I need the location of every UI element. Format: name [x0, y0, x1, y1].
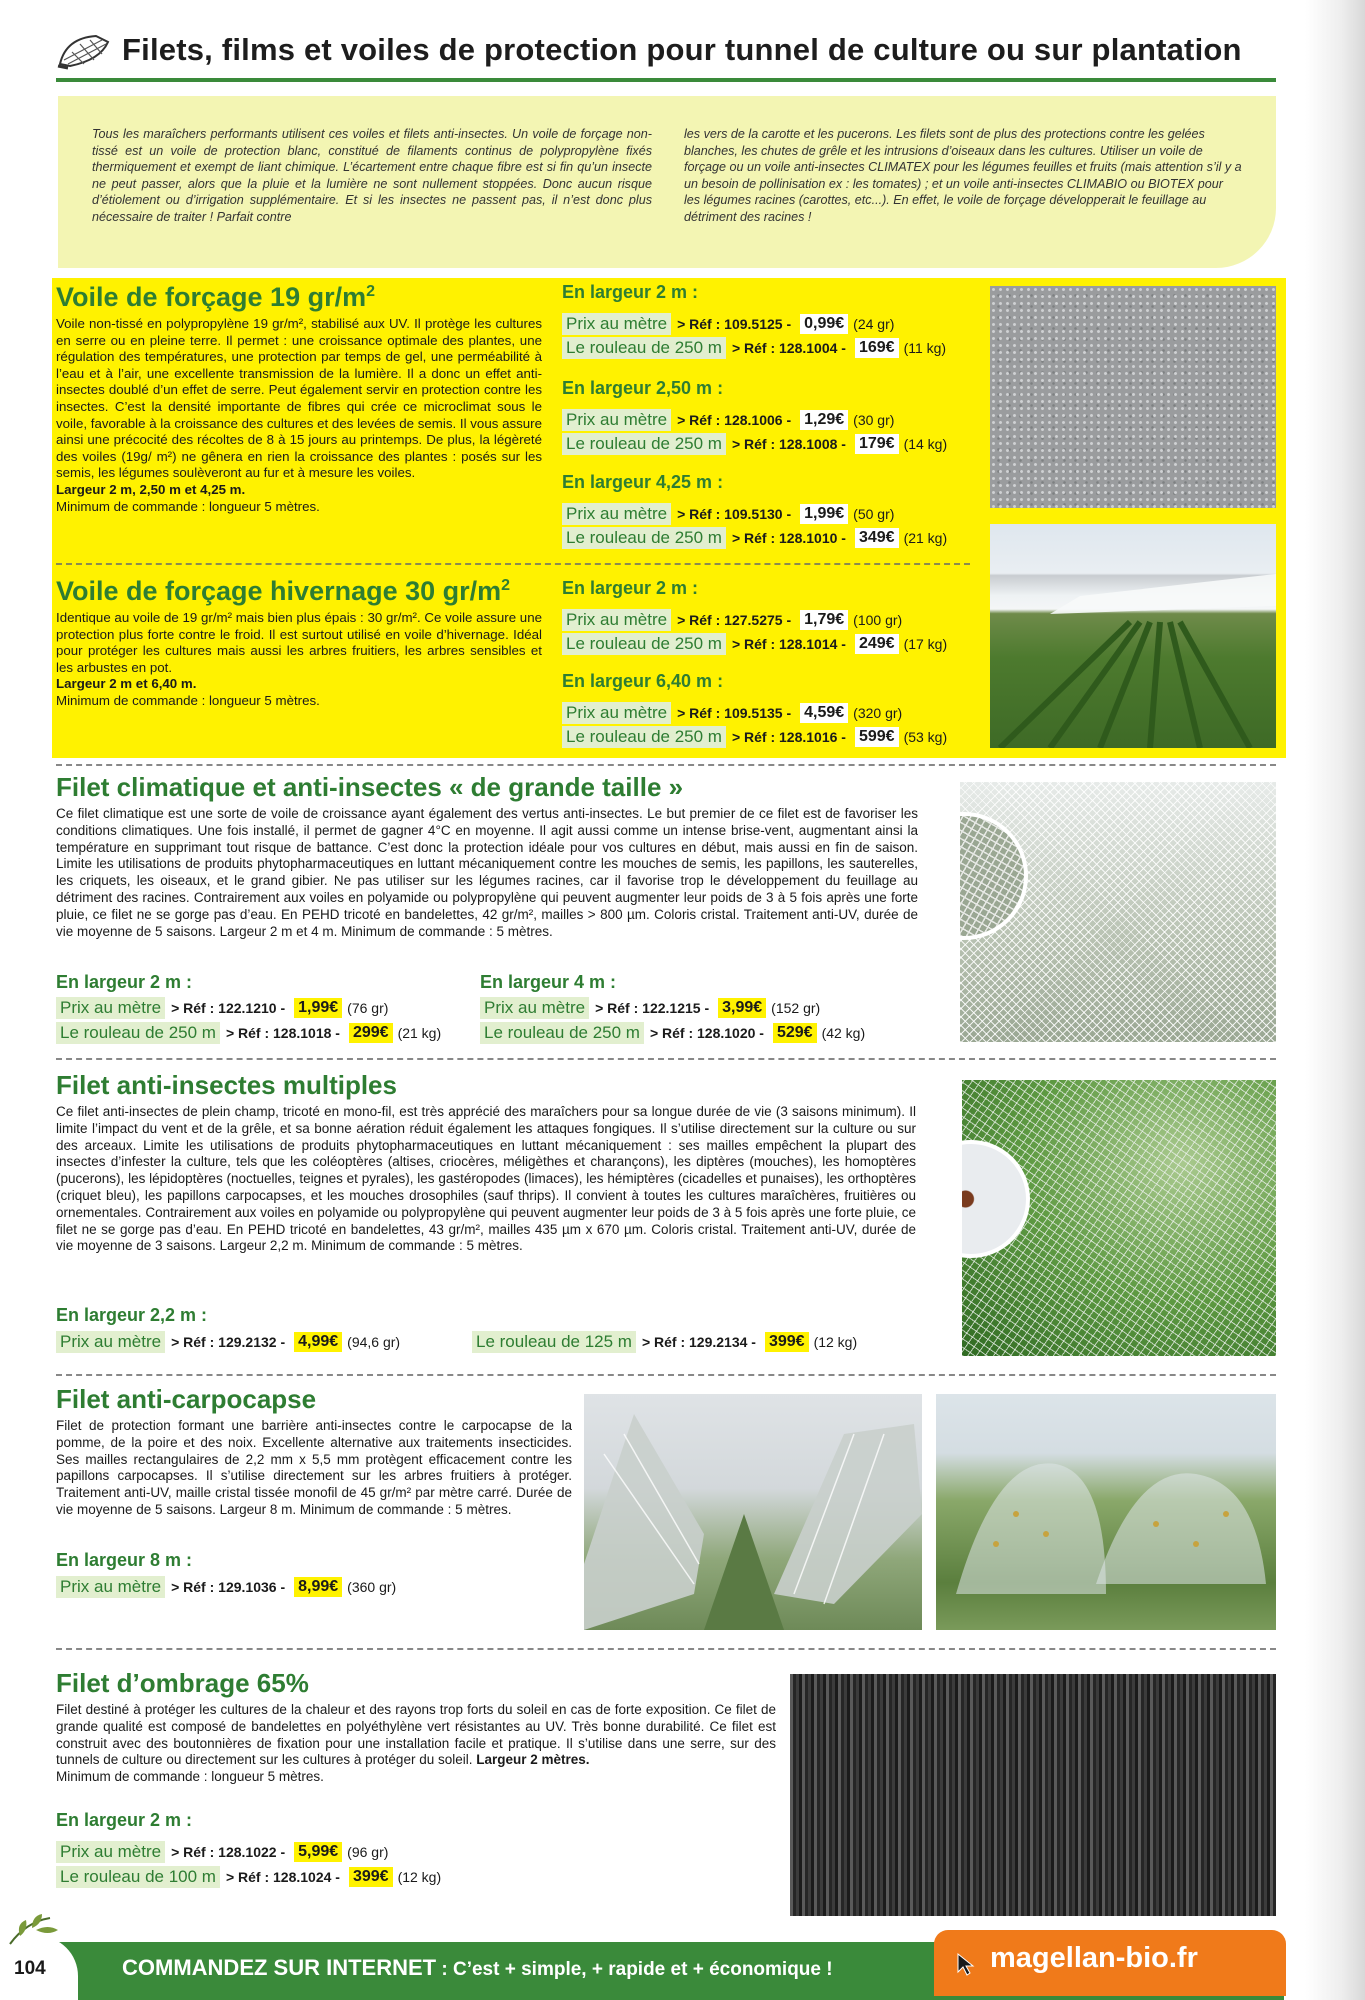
ref: > Réf : 128.1004 - — [731, 340, 846, 356]
price: 399€ — [349, 1867, 393, 1887]
divider — [56, 1648, 1276, 1650]
ref: > Réf : 128.1010 - — [731, 530, 846, 546]
climatique-description: Ce filet climatique est une sorte de voile de croissance ayant également des vertus anti-insectes. Le but premier de ce filet est de favoriser les conditions climatiques. Une fois installé, il permet de gagner 4°C en moyenne. Il agit aussi comme un intense brise-vent, augmentant ainsi la température en supprimant tout risque de battance. C’est donc la protection idéale pour vos cultures en début, mais aussi en fin de saison. Limite les utilisations de produits phytopharmaceutiques en luttant mécaniquement contre les mouches de semis, les papillons, les sauterelles, les criquets, les oiseaux, et le grand gibier. Ne pas utiliser sur les légumes racines, car il favorise trop le développement du feuillage au détriment des racines. Contrairement aux voiles en polyamide ou polypropylène qui peuvent augmenter leur poids de 3 à 5 fois après une forte pluie, ce filet ne se gorge pas d’eau. En PEHD tricoté en bandelettes, 42 gr/m², mailles > 800 µm. Coloris cristal. Traitement anti-UV, durée de vie moyenne de 5 saisons. Largeur 2 m et 4 m. Minimum de commande : 5 mètres. — [56, 806, 918, 939]
multiples-title: Filet anti-insectes multiples — [56, 1070, 397, 1100]
multiples-roll-row — [472, 1331, 857, 1353]
price-tag: Le rouleau de 250 m — [562, 633, 726, 655]
weight: (12 kg) — [813, 1334, 858, 1350]
voile19-title: Voile de forçage 19 $gr/m^2$ — [56, 282, 376, 312]
weight: (21 kg) — [397, 1025, 442, 1041]
price: 599€ — [855, 727, 899, 747]
ref: > Réf : 128.1018 - — [225, 1025, 340, 1041]
carpocapse-description: Filet de protection formant une barrière anti-insectes contre le carpocapse de la pomme, de la poire et des noix. Excellente alternative aux traitements insecticides. Ses mailles rectangulaires de 2,2 mm x 5,5 mm protègent efficacement contre les papillons carpocapses. Il s’utilise directement sur les arbres fruitiers à protéger. Traitement anti-UV, maille cristal tissée monofil de 45 gr/m² par mètre carré. Durée de vie moyenne de 5 saisons. Largeur 8 m. Minimum de commande : 5 mètres. — [56, 1418, 572, 1517]
ref: > Réf : 129.1036 - — [171, 1579, 286, 1595]
voile19-425-meter-row — [562, 503, 894, 525]
ref: > Réf : 127.5275 - — [677, 612, 792, 628]
divider — [56, 563, 970, 565]
price-tag: Le rouleau de 250 m — [480, 1022, 644, 1044]
price-tag: Prix au mètre — [562, 409, 671, 431]
divider — [56, 1374, 1276, 1376]
net-zoom-circle — [960, 812, 1028, 940]
ref: > Réf : 129.2132 - — [171, 1334, 286, 1350]
voile30-width-2m: En largeur 2 m : — [562, 578, 699, 598]
voile19-2m-roll-row — [562, 337, 946, 359]
voile19-2m-meter-row — [562, 313, 894, 335]
price: 399€ — [765, 1332, 809, 1352]
weight: (94,6 gr) — [347, 1334, 401, 1350]
insect-zoom-circle — [962, 1140, 1030, 1258]
voile19-425-roll-row — [562, 527, 947, 549]
voile30-width-640: En largeur 6,40 m : — [562, 671, 724, 691]
weight: (17 kg) — [903, 636, 948, 652]
weight: (24 gr) — [853, 316, 895, 332]
footer-slogan: COMMANDEZ SUR INTERNET : C’est + simple, + rapide et + économique ! — [122, 1955, 833, 1980]
weight: (96 gr) — [347, 1844, 389, 1860]
price-tag: Prix au mètre — [56, 1576, 165, 1598]
cursor-arrow-icon — [956, 1952, 978, 1976]
weight: (152 gr) — [771, 1000, 821, 1016]
voile19-width-425: En largeur 4,25 m : — [562, 472, 724, 492]
climatique-2m-meter-row — [56, 997, 388, 1019]
website-link[interactable]: magellan-bio.fr — [990, 1942, 1198, 1974]
price-tag: Prix au mètre — [562, 702, 671, 724]
intro-left-text: Tous les maraîchers performants utilisent ces voiles et filets anti-insectes. Un voile de forçage non-tissé est un voile de protection blanc, constitué de filaments continus de polypropylène fixés thermiquement et exempt de liant chimique. L’écartement entre chaque fibre est si fin qu’un insecte ne peut passer, alors que la pluie et la lumière ne sont nullement stoppées. Donc aucun risque d’étiolement ou d’irrigation supplémentaire. Et si les insectes ne passent pas, il n’est donc plus nécessaire de traiter ! Parfait contre — [92, 127, 652, 224]
voile30-640-meter-row — [562, 702, 902, 724]
divider — [56, 1058, 1276, 1060]
ombrage-title: Filet d’ombrage 65% — [56, 1668, 309, 1698]
ref: > Réf : 129.2134 - — [641, 1334, 756, 1350]
voile19-width-250: En largeur 2,50 m : — [562, 378, 724, 398]
ref: > Réf : 128.1024 - — [225, 1869, 340, 1885]
ref: > Réf : 128.1022 - — [171, 1844, 286, 1860]
weight: (12 kg) — [397, 1869, 442, 1885]
ombrage-width-2m: En largeur 2 m : — [56, 1810, 193, 1830]
price: 249€ — [855, 634, 899, 654]
weight: (50 gr) — [853, 506, 895, 522]
price: 349€ — [855, 528, 899, 548]
carpocapse-rows-photo — [584, 1394, 922, 1630]
voile30-description: Identique au voile de 19 gr/m² mais bien plus épais : 30 gr/m². Ce voile assure une protection plus forte contre le froid. Il est surtout utilisé en voile d’hivernage. Idéal pour protéger les cultures mais aussi les arbres fruitiers, les arbres sensibles et les arbustes en pot. Largeur 2 m et 6,40 m. Minimum de commande : longueur 5 mètres. — [56, 610, 542, 708]
ref: > Réf : 109.5135 - — [677, 705, 792, 721]
ref: > Réf : 128.1014 - — [731, 636, 846, 652]
voile30-2m-meter-row — [562, 609, 902, 631]
page-title: Filets, films et voiles de protection pour tunnel de culture ou sur plantation — [122, 32, 1242, 67]
price-tag: Prix au mètre — [562, 609, 671, 631]
voile30-640-roll-row — [562, 726, 947, 748]
climatique-title: Filet climatique et anti-insectes « de grande taille » — [56, 772, 684, 802]
net-icon — [56, 30, 112, 70]
weight: (14 kg) — [903, 436, 948, 452]
climatique-net-photo — [960, 782, 1276, 1042]
ref: > Réf : 128.1016 - — [731, 729, 846, 745]
price-tag: Prix au mètre — [562, 503, 671, 525]
carpocapse-meter-row — [56, 1576, 396, 1598]
voile19-250-meter-row — [562, 409, 894, 431]
weight: (100 gr) — [853, 612, 903, 628]
divider — [56, 764, 1276, 766]
price-tag: Prix au mètre — [56, 997, 165, 1019]
climatique-4m-roll-row — [480, 1022, 865, 1044]
carpocapse-orchard-photo — [936, 1394, 1276, 1630]
carpocapse-title: Filet anti-carpocapse — [56, 1384, 317, 1414]
voile30-title: Voile de forçage hivernage 30 $gr/m^2$ — [56, 576, 511, 606]
carpocapse-width-8m: En largeur 8 m : — [56, 1550, 193, 1570]
weight: (53 kg) — [903, 729, 948, 745]
field-photo — [990, 524, 1276, 748]
price: 5,99€ — [294, 1842, 342, 1862]
price-tag: Le rouleau de 125 m — [472, 1331, 636, 1353]
price-tag: Le rouleau de 250 m — [562, 726, 726, 748]
price: 4,99€ — [294, 1332, 342, 1352]
price: 0,99€ — [800, 314, 848, 334]
price-tag: Le rouleau de 100 m — [56, 1866, 220, 1888]
page-number: 104 — [14, 1958, 46, 1979]
price-tag: Prix au mètre — [56, 1331, 165, 1353]
ref: > Réf : 122.1210 - — [171, 1000, 286, 1016]
voile19-width-2m: En largeur 2 m : — [562, 282, 699, 302]
price: 1,79€ — [800, 610, 848, 630]
price: 4,59€ — [800, 703, 848, 723]
price: 1,99€ — [800, 504, 848, 524]
ref: > Réf : 128.1008 - — [731, 436, 846, 452]
voile19-250-roll-row — [562, 433, 947, 455]
ref: > Réf : 122.1215 - — [595, 1000, 710, 1016]
ref: > Réf : 128.1020 - — [649, 1025, 764, 1041]
ref: > Réf : 109.5125 - — [677, 316, 792, 332]
weight: (320 gr) — [853, 705, 903, 721]
weight: (360 gr) — [347, 1579, 397, 1595]
ref: > Réf : 109.5130 - — [677, 506, 792, 522]
climatique-4m-meter-row — [480, 997, 820, 1019]
climatique-2m-roll-row — [56, 1022, 441, 1044]
price-tag: Prix au mètre — [56, 1841, 165, 1863]
price: 3,99€ — [718, 998, 766, 1018]
price-tag: Prix au mètre — [480, 997, 589, 1019]
multiples-meter-row — [56, 1331, 400, 1353]
climatique-width-2m: En largeur 2 m : — [56, 972, 193, 992]
multiples-width-22: En largeur 2,2 m : — [56, 1305, 208, 1325]
price-tag: Le rouleau de 250 m — [56, 1022, 220, 1044]
weight: (76 gr) — [347, 1000, 389, 1016]
price: 169€ — [855, 338, 899, 358]
ref: > Réf : 128.1006 - — [677, 412, 792, 428]
header-divider — [56, 78, 1276, 82]
ombrage-net-photo — [790, 1674, 1276, 1916]
voile30-2m-roll-row — [562, 633, 947, 655]
price-tag: Le rouleau de 250 m — [562, 527, 726, 549]
price: 179€ — [855, 434, 899, 454]
price: 1,99€ — [294, 998, 342, 1018]
multiples-description: Ce filet anti-insectes de plein champ, tricoté en mono-fil, est très apprécié des maraîchers pour sa longue durée de vie (3 saisons minimum). Il limite l’impact du vent et de la grêle, et sa bonne aération réduit également les attaques fongiques. Il s’utilise directement sur la culture ou sur des arceaux. Limite les utilisations de produits phytopharmaceutiques en luttant mécaniquement : ses mailles empêchent la plupart des insectes d’infester la culture, tels que les coléoptères (altises, criocères, méligèthes et charançons), les diptères (mouches), les homoptères (pucerons), les lépidoptères (noctuelles, teignes et pyrales), les gastéropodes (limaces), les hémiptères (cicadelles et punaises), les orthoptères (criquet bleu), les papillons carpocapses, et les mouches drosophiles (sauf thrips). Il convient à toutes les cultures maraîchères, fruitières ou ornementales. Contrairement aux voiles en polyamide ou polypropylène qui peuvent augmenter leur poids de 3 à 5 fois après une forte pluie, ce filet ne se gorge pas d’eau. En PEHD tricoté en bandelettes, 43 gr/m², mailles 435 µm x 670 µm. Coloris cristal. Traitement anti-UV, durée de vie moyenne de 3 saisons. Largeur 2,2 m. Minimum de commande : 5 mètres. — [56, 1104, 916, 1254]
price: 8,99€ — [294, 1577, 342, 1597]
price-tag: Prix au mètre — [562, 313, 671, 335]
weight: (30 gr) — [853, 412, 895, 428]
leaf-sprig-icon — [6, 1912, 66, 1946]
price-tag: Le rouleau de 250 m — [562, 433, 726, 455]
intro-box — [58, 96, 1276, 268]
page-edge-shadow — [1305, 0, 1365, 2000]
weight: (21 kg) — [903, 530, 948, 546]
ombrage-roll-row — [56, 1866, 441, 1888]
climatique-width-4m: En largeur 4 m : — [480, 972, 617, 992]
ombrage-meter-row — [56, 1841, 388, 1863]
weight: (11 kg) — [903, 340, 947, 356]
intro-right-text: les vers de la carotte et les pucerons. Les filets sont de plus des protections contre les gelées blanches, les chutes de grêle et les intrusions d’oiseaux dans les cultures. Utiliser un voile de forçage ou un voile anti-insectes CLIMATEX pour les légumes feuilles et fruits (mais attention s’il y a un besoin de pollinisation ex : les tomates) ; et un voile anti-insectes CLIMABIO ou BIOTEX pour les légumes racines (carottes, etc...). En effet, le voile de forçage développerait le feuillage au détriment des racines ! — [684, 127, 1242, 224]
price: 529€ — [773, 1023, 817, 1043]
price: 1,29€ — [800, 410, 848, 430]
voile19-description: Voile non-tissé en polypropylène 19 gr/m², stabilisé aux UV. Il protège les cultures en serre ou en pleine terre. Il permet : une croissance optimale des plantes, une régulation des températures, une protection par temps de gel, une perméabilité à l’eau et à l’air, une excellente transmission de la lumière. Il a donc un effet anti-insectes doublé d’un effet de serre. Peut également servir en protection contre les insectes. C’est la densité importante de fibres qui crée ce microclimat sous le voile, favorable à la croissance des cultures et des levées de semis. Il vous assure ainsi une précocité des récoltes de 8 à 15 jours au printemps. De plus, la légèreté des voiles (19g/ m²) ne gênera en rien la croissance des plantes : posés sur les semis, les légumes soulèveront au fur et à mesure les voiles. Largeur 2 m, 2,50 m et 4,25 m. Minimum de commande : longueur 5 mètres. — [56, 316, 542, 514]
multiples-net-photo — [962, 1080, 1276, 1356]
voile-texture-image — [990, 286, 1276, 508]
ombrage-description: Filet destiné à protéger les cultures de la chaleur et des rayons trop forts du soleil en cas de forte exposition. Ce filet de grande qualité est composé de bandelettes en polyéthylène vert résistantes au UV. Très bonne durabilité. Ce filet est construit avec des boutonnières de fixation pour une installation facile et pratique. Il s’utilise dans une serre, sur des tunnels de culture ou directement sur les cultures à protéger du soleil. Largeur 2 mètres. Minimum de commande : longueur 5 mètres. — [56, 1702, 776, 1785]
weight: (42 kg) — [821, 1025, 866, 1041]
price-tag: Le rouleau de 250 m — [562, 337, 726, 359]
price: 299€ — [349, 1023, 393, 1043]
